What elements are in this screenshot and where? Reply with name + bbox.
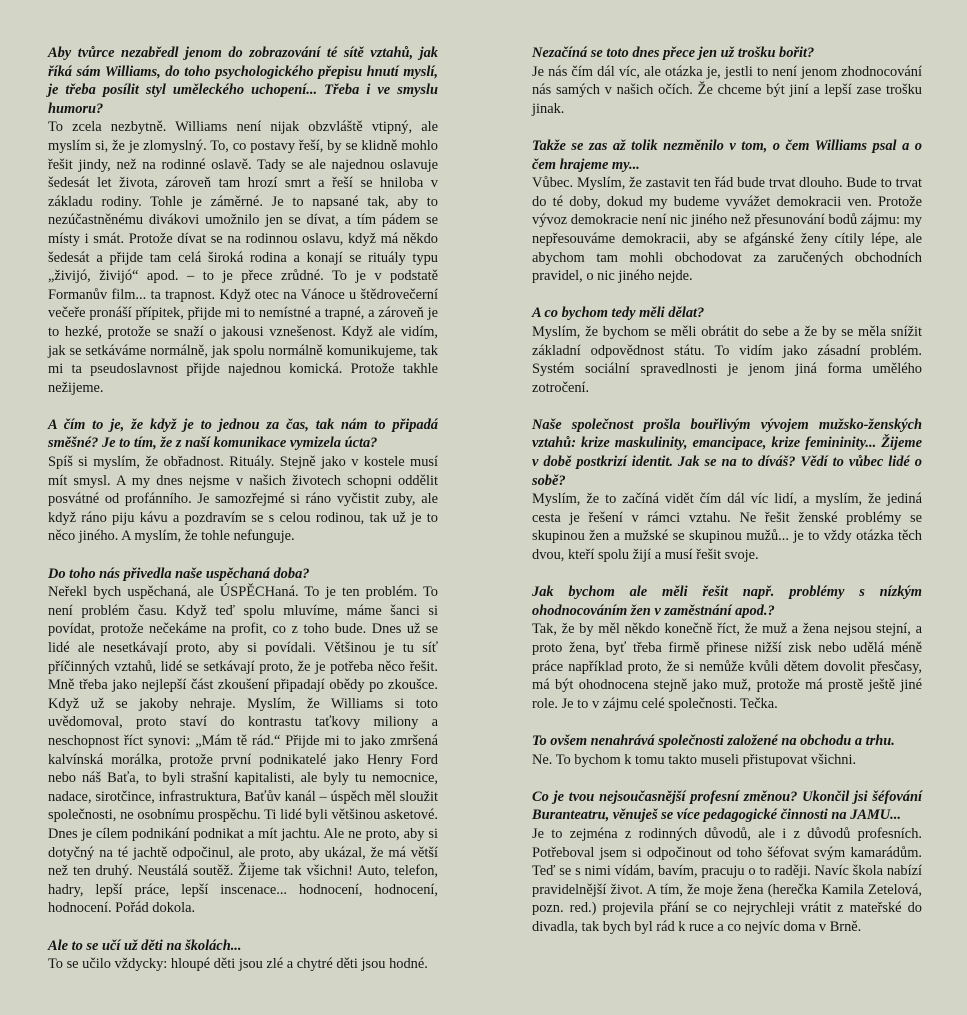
- question: Takže se zas až tolik nezměnilo v tom, o čem Williams psal a o čem hrajeme my...: [532, 137, 922, 173]
- answer: Ne. To bychom k tomu takto museli přistupovat všichni.: [532, 751, 857, 768]
- question: Jak bychom ale měli řešit např. problémy s nízkým ohodnocováním žen v zaměstnání apod.?: [532, 584, 922, 619]
- interview-block: [532, 583, 922, 713]
- answer: Je to zejména z rodinných důvodů, ale i z důvodů profesních. Potřeboval jsem si odpočinout od toho šéfovat svým kamarádům. Teď se s nimi vídám, bavím, pracuju o to raději. Navíc škola nabízí pravidelnější život. A tím, že moje žena (herečka Kamila Zetelová, pozn. red.) projevila přání se co nejrychleji vrátit z mateřské do divadla, tak bych byl rád k ruce a co nejvíc doma v Brně.: [532, 825, 922, 935]
- question: Do toho nás přivedla naše uspěchaná doba?: [48, 565, 310, 582]
- left-column: [48, 44, 438, 992]
- answer: Spíš si myslím, že obřadnost. Rituály. Stejně jako v kostele musí mít smysl. A my dnes nejsme v našich životech schopni oddělit posvátné od profánního. Je samozřejmé si ráno vyčistit zuby, ale když ráno piju kávu a pozdravím se s celou rodinou, tak už je to něco jiného. A myslím, že tohle nefunguje.: [48, 454, 438, 545]
- answer: Neřekl bych uspěchaná, ale ÚSPĚCHaná. To je ten problém. To není problém času. Když teď spolu mluvíme, máme šanci si povídat, protože nečekáme na profit, co z toho bude. Dnes už se lidé ale nesetkávají proto, aby si povídali. Většinou je tu síť příčinných vztahů, lidé se setkávají proto, že je potřeba něco řešit. Mně třeba jako nejlepší část zkoušení připadají obědy po zkoušce. Když už se jakoby nehraje. Myslím, že Williams si toto uvědomoval, proto staví do kontrastu taťkovy miliony a neschopnost říct synovi: „Mám tě rád.“ Přijde mi to jako zmršená kalvínská morálka, protože první podnikatelé jako Henry Ford nebo náš Baťa, to byli strašní kapitalisti, ale byly tu nemocnice, nadace, sirotčince, infrastruktura, Baťův kanál – úspěch měl sloužit společnosti, ne osobnímu prospěchu. Ti lidé byli většinou asketové. Dnes je cílem podnikání podnikat a mít jachtu. Ale ne proto, aby si dotyčný na té jachtě odpočinul, ale proto, aby ukázal, že má větší než ten druhý. Neustálá soutěž. Žijeme tak všichni! Auto, telefon, hadry, lepší práce, lepší inscenace... hodnocení, hodnocení, hodnocení. Pořád dokola.: [48, 584, 438, 917]
- answer: Myslím, že to začíná vidět čím dál víc lidí, a myslím, že jediná cesta je řešení v rámci vztahu. Ne řešit ženské problémy se skupinou žen a mužské se skupinou mužů... je to vždy otázka těch dvou, kteří spolu žijí a musí řešit svoje.: [532, 491, 922, 564]
- right-column: [532, 44, 922, 955]
- question: Aby tvůrce nezabředl jenom do zobrazování té sítě vztahů, jak říká sám Williams, do toho psychologického přepisu hnutí myslí, je třeba posílit styl uměleckého uchopení... Třeba i ve smyslu humoru?: [48, 45, 438, 117]
- answer: Myslím, že bychom se měli obrátit do sebe a že by se měla snížit základní odpovědnost státu. To vidím jako zásadní problém. Systém sociální spravedlnosti je jenom jiná forma umělého zotročení.: [532, 323, 922, 396]
- question: Co je tvou nejsoučasnější profesní změnou? Ukončil jsi šéfování Buranteatru, věnuješ se více pedagogické činnosti na JAMU...: [532, 788, 922, 824]
- interview-block: [532, 788, 922, 937]
- answer: Je nás čím dál víc, ale otázka je, jestli to není jenom zhodnocování nás samých v našich očích. Že chceme být jiní a lepší zase trošku jinak.: [532, 63, 922, 117]
- question: A co bychom tedy měli dělat?: [532, 305, 705, 322]
- question: Nezačíná se toto dnes přece jen už trošku bořit?: [532, 45, 815, 61]
- answer: To zcela nezbytně. Williams není nijak obzvláště vtipný, ale myslím si, že je zlomyslný. To, co postavy řeší, by se klidně mohlo řešit jindy, než na rodinné oslavě. Tady se ale najednou oslavuje šedesát let života, zároveň tam hrozí smrt a řeší se hniloba v základu rodiny. Tohle je záměrné. Je to napsané tak, aby to nezúčastněnému divákovi umožnilo jen se dívat, a tím pádem se místy i smát. Protože dívat se na rodinnou oslavu, když má někdo šedesát a přijde tam celá široká rodina a konají se rituály typu „živijó, živijó“ apod. – to je přece zrůdné. To je v podstatě Formanův film... ta trapnost. Když otec na Vánoce u štědrovečerní večeře pronáší přípitek, přijde mi to nemístné a trapné, a zároveň je to hezké, protože se snaží o jakousi vznešenost. Když ale vidím, jak se setkáváme normálně, jak spolu normálně komunikujeme, tak mi ta pseudoslavnost přijde najednou komická. Protože takhle nežijeme.: [48, 119, 438, 396]
- interview-block: [532, 304, 922, 397]
- interview-block: [532, 44, 922, 118]
- question: To ovšem nenahrává společnosti založené na obchodu a trhu.: [532, 732, 895, 749]
- question: Ale to se učí už děti na školách...: [48, 937, 242, 954]
- interview-block: [48, 416, 438, 546]
- question: A čím to je, že když je to jednou za čas, tak nám to připadá směšné? Je to tím, že z naší komunikace vymizela úcta?: [48, 416, 438, 452]
- question: Naše společnost prošla bouřlivým vývojem mužsko-ženských vztahů: krize maskulinity, emancipace, krize femininity... Žijeme v době postkrizí identit. Jak se na to díváš? Vědí to vůbec lidé o sobě?: [532, 416, 922, 489]
- interview-block: [48, 937, 438, 974]
- answer: Vůbec. Myslím, že zastavit ten řád bude trvat dlouho. Bude to trvat do té doby, dokud my budeme vyvážet demokracii ven. Protože vývoz demokracie není nic jiného než přesunování bodů zájmu: my nepřesouváme demokracii, aby se afgánské ženy cítily lépe, ale abychom tam mohli obchodovat za zaručených obchodních pravidel, o nic jiného nejde.: [532, 175, 922, 285]
- answer: Tak, že by měl někdo konečně říct, že muž a žena nejsou stejní, a proto žena, byť třeba firmě přinese nižší zisk nebo udělá méně práce například proto, že si nemůže kvůli dětem dovolit přesčasy, má být ohodnocena stejně jako muž, protože má prostě ještě jiné role. Je to v zájmu celé společnosti. Tečka.: [532, 621, 922, 712]
- answer: To se učilo vždycky: hloupé děti jsou zlé a chytré děti jsou hodné.: [48, 956, 428, 973]
- interview-block: [48, 44, 438, 397]
- interview-block: [532, 416, 922, 565]
- interview-block: [48, 565, 438, 918]
- interview-block: [532, 732, 922, 769]
- interview-block: [532, 137, 922, 286]
